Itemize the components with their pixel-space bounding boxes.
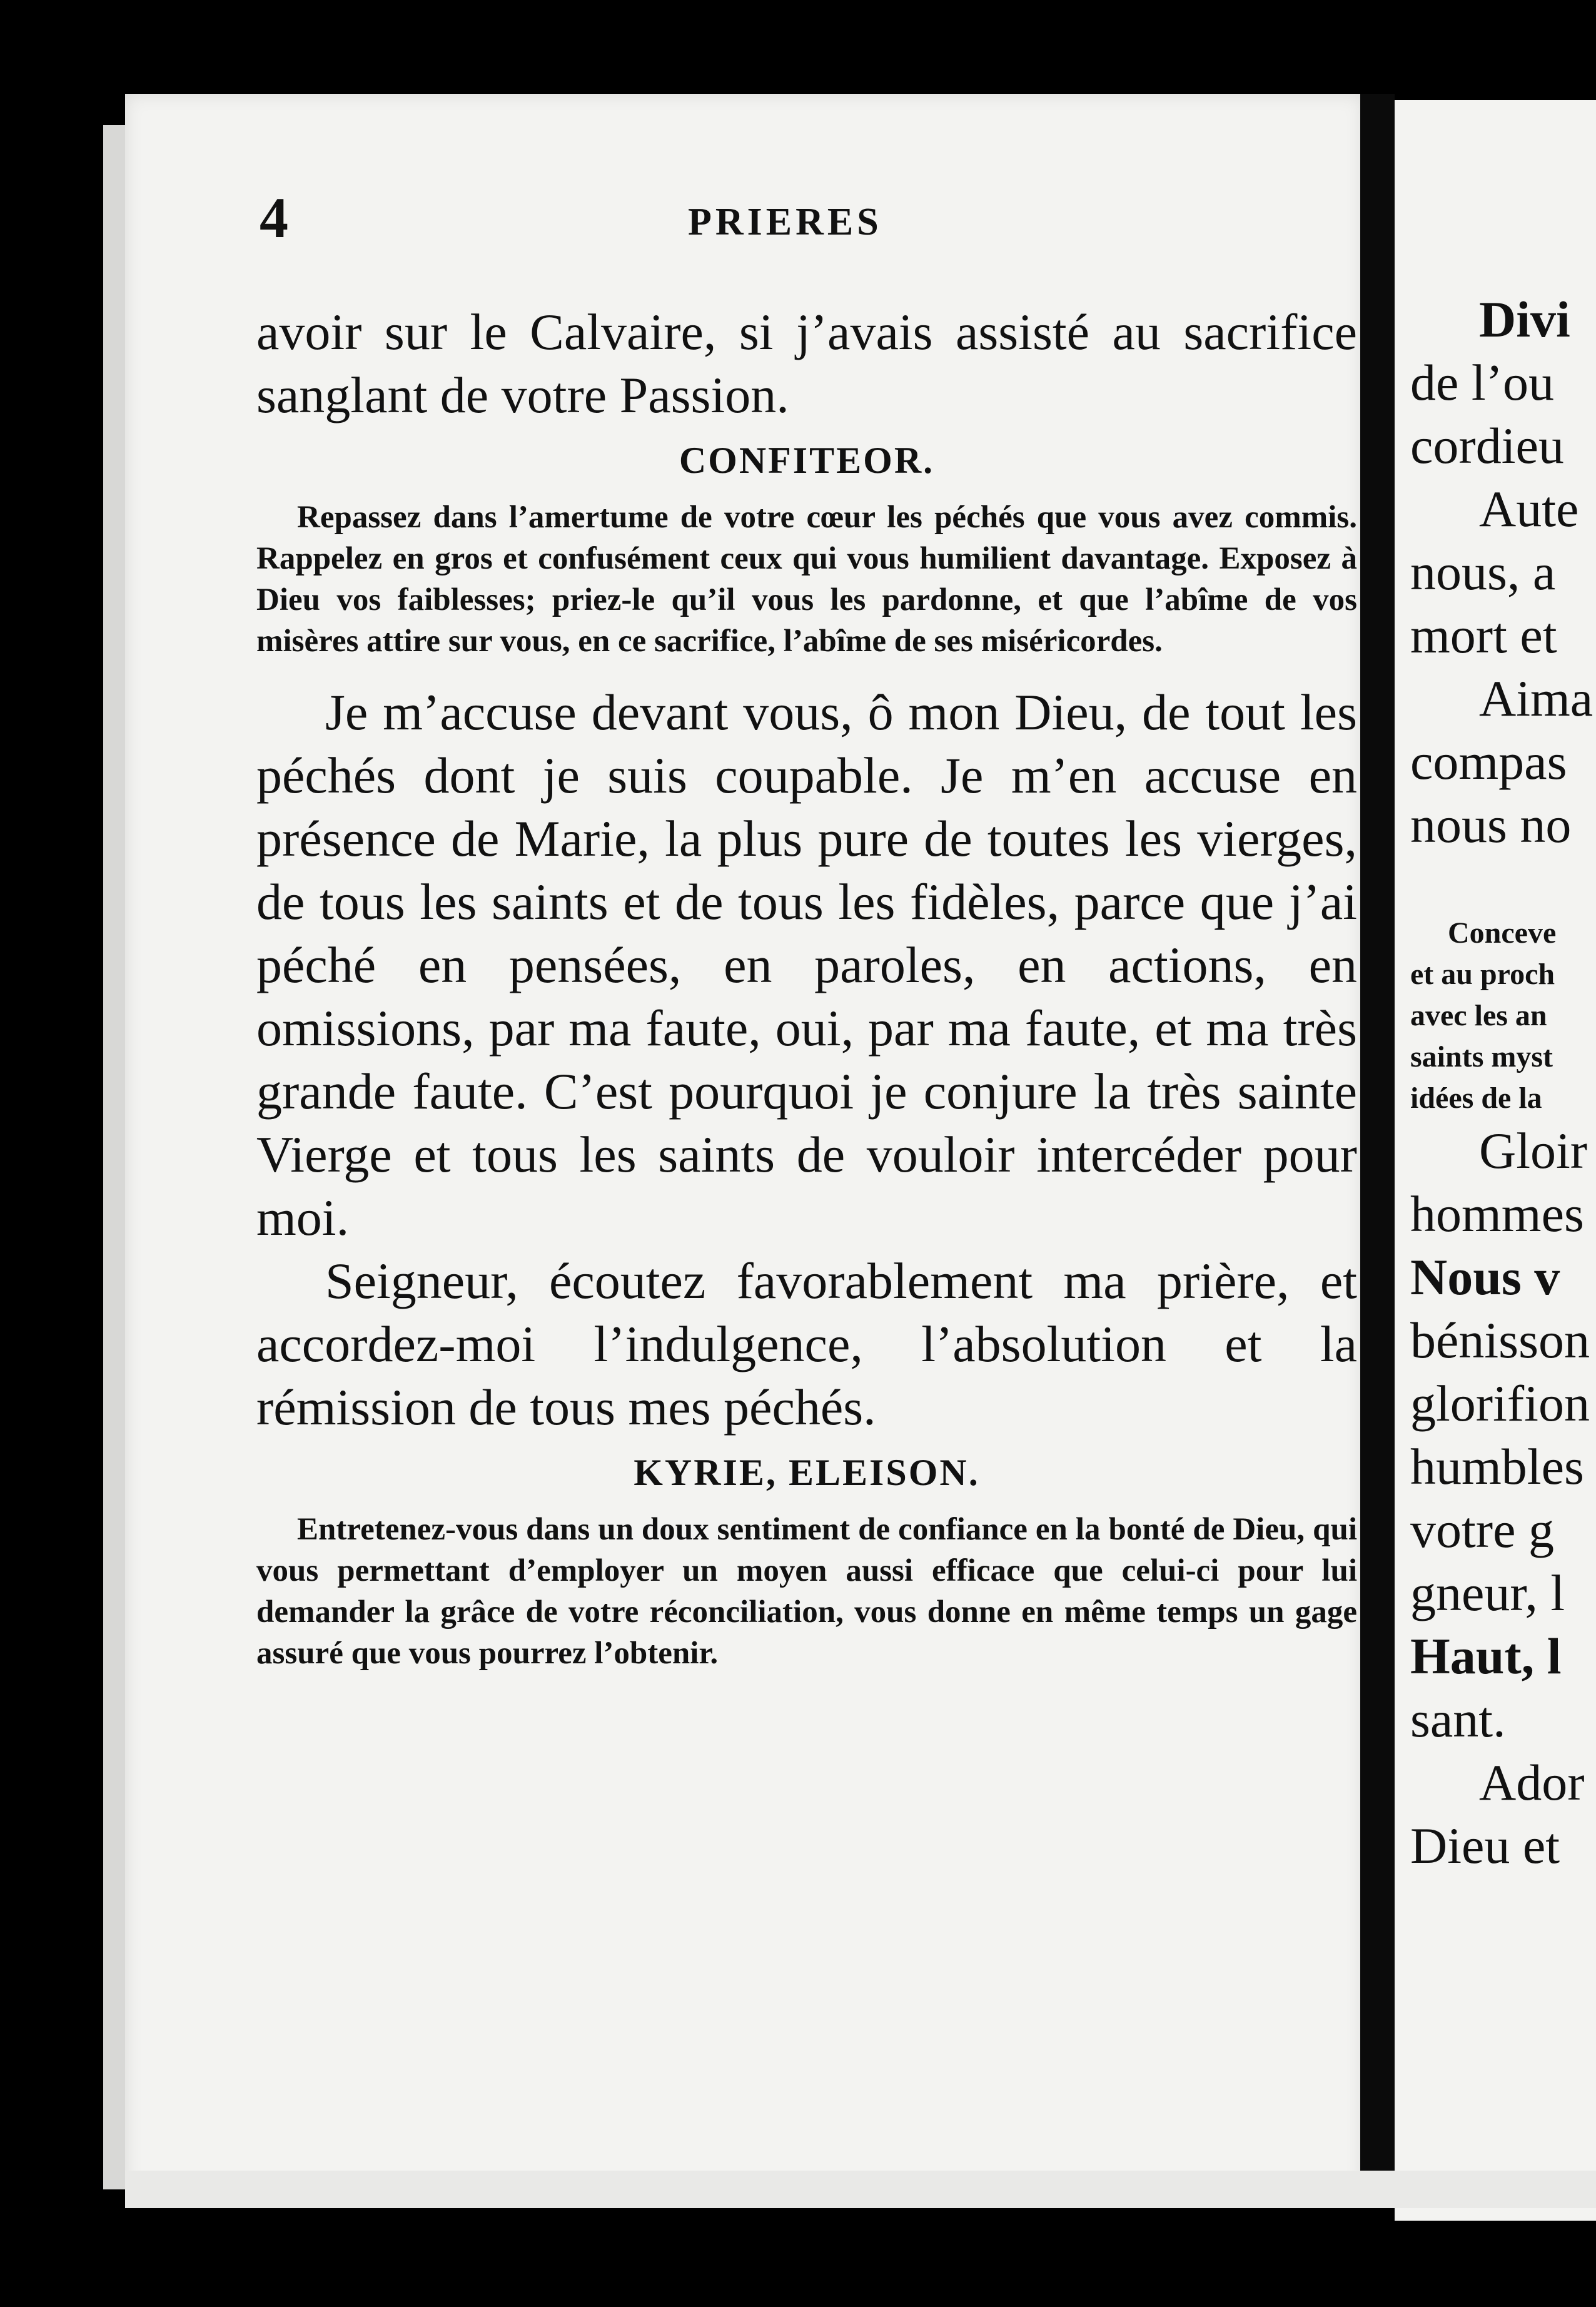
facing-page-line: Nous v xyxy=(1410,1249,1560,1306)
facing-page-line: Aute xyxy=(1479,480,1579,537)
facing-page-column xyxy=(1410,288,1596,1877)
facing-page-line: saints myst xyxy=(1410,1040,1553,1073)
prayer-paragraph: avoir sur le Calvaire, si j’avais assisté au sacrifice sanglant de votre Passion. xyxy=(256,303,1357,423)
rubric-instruction: Entretenez-vous dans un doux sentiment de confiance en la bonté de Dieu, qui vous permettant d’employer un moyen aussi efficace que celui-ci pour lui demander la grâce de votre réconciliation, vous donne en même temps un gage assuré que vous pourrez l’obtenir. xyxy=(256,1512,1357,1671)
facing-page-line: Dieu et xyxy=(1410,1817,1560,1874)
facing-page-line: mort et xyxy=(1410,607,1557,664)
facing-page-line: Gloir xyxy=(1479,1122,1588,1179)
page-bottom-edge xyxy=(125,2171,1596,2208)
facing-page-line: Aima xyxy=(1479,670,1593,727)
facing-page-line: idées de la xyxy=(1410,1082,1542,1115)
facing-page-line: nous no xyxy=(1410,796,1572,853)
facing-page-line: compas xyxy=(1410,733,1567,790)
facing-page-line: de l’ou xyxy=(1410,354,1554,411)
prayer-paragraph: Seigneur, écoutez favorablement ma prière, et accordez-moi l’indulgence, l’absolution et la rémission de tous mes péchés. xyxy=(256,1252,1357,1436)
rubric-instruction: Repassez dans l’amertume de votre cœur les péchés que vous avez commis. Rappelez en gros et confusément ceux qui vous humilient davantage. Exposez à Dieu vos faiblesses; priez-le qu’il vous les pardonne, et que l’abîme de vos misères attire sur vous, en ce sacrifice, l’abîme de ses miséricordes. xyxy=(256,500,1357,659)
facing-page-line: nous, a xyxy=(1410,544,1556,601)
facing-page-line: et au proch xyxy=(1410,958,1555,991)
prayer-paragraph: Je m’accuse devant vous, ô mon Dieu, de tout les péchés dont je suis coupable. Je m’en accuse en présence de Marie, la plus pure de toutes les vierges, de tous les saints et de tous les fidèles, parce que j’ai péché en pensées, en paroles, en actions, en omissions, par ma faute, oui, par ma faute, et ma très grande faute. C’est pourquoi je conjure la très sainte Vierge et tous les saints de vouloir intercéder pour moi. xyxy=(256,684,1357,1246)
facing-page-line: votre g xyxy=(1410,1501,1554,1558)
facing-page-line: hommes xyxy=(1410,1185,1584,1242)
facing-page-line xyxy=(1410,856,1596,913)
facing-page-line: bénisson xyxy=(1410,1312,1590,1369)
facing-page-line: Conceve xyxy=(1448,916,1557,950)
page-number: 4 xyxy=(260,186,288,250)
section-heading: CONFITEOR. xyxy=(679,440,935,481)
facing-page-line: Ador xyxy=(1479,1754,1585,1811)
main-text-column xyxy=(256,300,1357,1693)
facing-page-line: avec les an xyxy=(1410,999,1547,1032)
facing-page-line: Haut, l xyxy=(1410,1628,1562,1685)
facing-page-line: Divi xyxy=(1479,291,1570,348)
section-heading: KYRIE, ELEISON. xyxy=(634,1452,980,1493)
book-gutter xyxy=(1360,94,1395,2171)
facing-page-line: gneur, l xyxy=(1410,1564,1565,1621)
running-title-text: PRIERES xyxy=(688,201,882,243)
facing-page-line: cordieu xyxy=(1410,417,1564,474)
facing-page-line: humbles xyxy=(1410,1438,1584,1495)
facing-page-line: sant. xyxy=(1410,1691,1506,1748)
facing-page-line: glorifion xyxy=(1410,1375,1590,1432)
